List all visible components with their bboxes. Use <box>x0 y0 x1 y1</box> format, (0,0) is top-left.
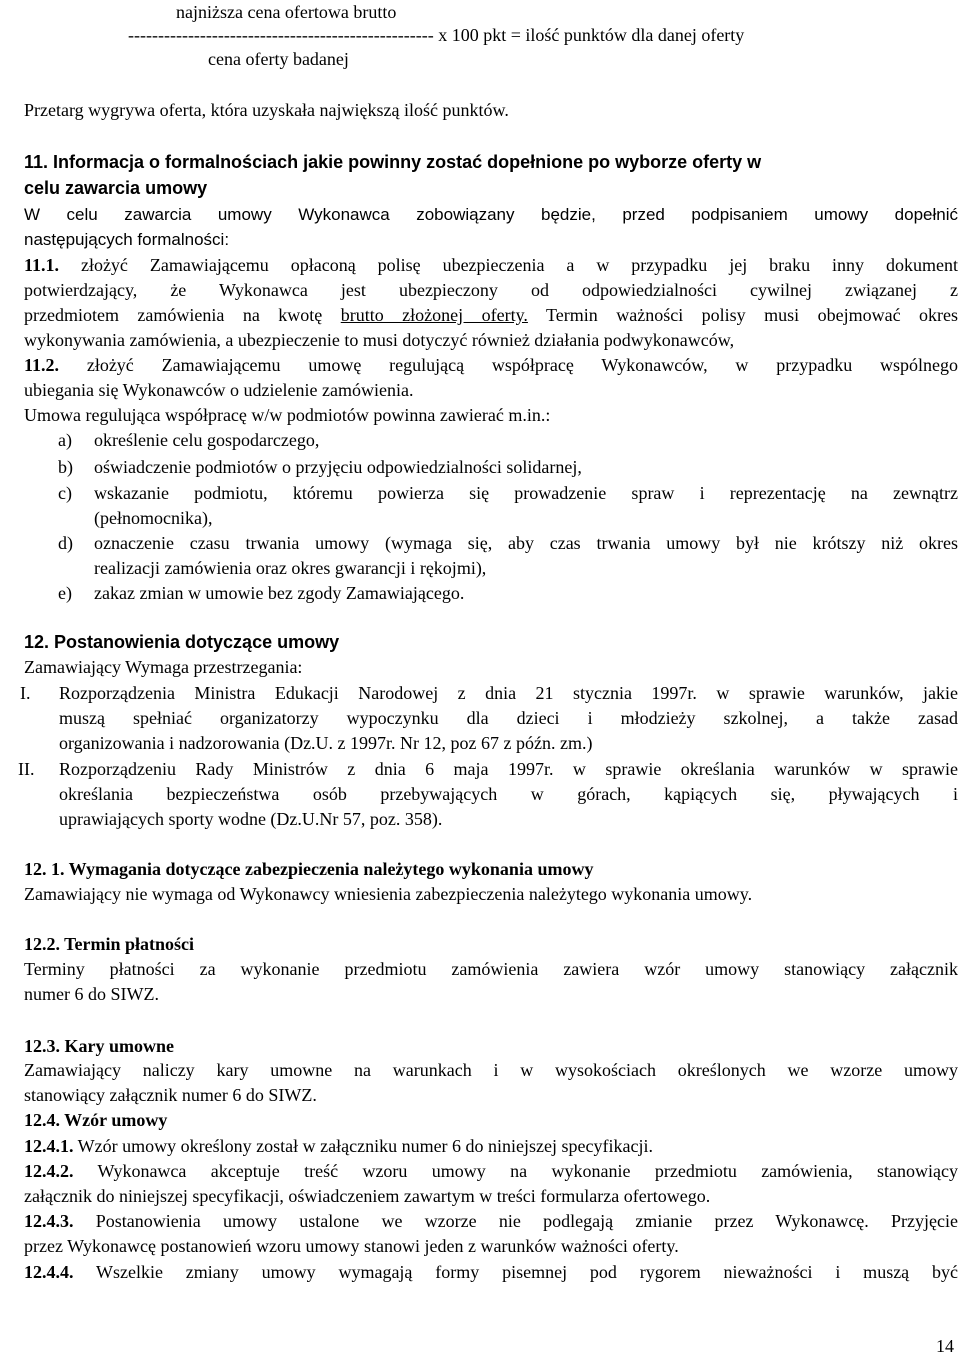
list-item: zakaz zmian w umowie bez zgody Zamawiającego. <box>94 583 465 603</box>
section-12-3-text-cont: stanowiący załącznik numer 6 do SIWZ. <box>24 1085 317 1105</box>
paragraph-12-4-1-number: 12.4.1. <box>24 1136 74 1156</box>
list-item-cont: (pełnomocnika), <box>94 508 213 528</box>
paragraph-12-4-3-text: Postanowienia umowy ustalone we wzorze nie podlegają zmianie przez Wykonawcę. Przyjęcie <box>73 1211 958 1231</box>
paragraph-11-1-line4: wykonywania zamówienia, a ubezpieczenie to musi dotyczyć również działania podwykonawców, <box>24 330 735 350</box>
paragraph-11-1-line3a: przedmiotem zamówienia na kwotę <box>24 305 341 325</box>
formula-numerator: najniższa cena ofertowa brutto <box>176 2 397 22</box>
section-12-2-heading: 12.2. Termin płatności <box>24 934 195 954</box>
regulation-2-line2: określania bezpieczeństwa osób przebywających w górach, kąpiących się, pływających i <box>59 784 958 804</box>
regulation-1: Rozporządzenia Ministra Edukacji Narodowej z dnia 21 stycznia 1997r. w sprawie warunków, jakie <box>59 683 958 703</box>
section-12-heading: 12. Postanowienia dotyczące umowy <box>24 632 340 652</box>
section-12-2-text-cont: numer 6 do SIWZ. <box>24 984 159 1004</box>
paragraph-12-4-2 <box>24 1159 958 1183</box>
paragraph-11-1-number: 11.1. <box>24 255 60 275</box>
list-item-cont: realizacji zamówienia oraz okres gwarancji i rękojmi), <box>94 558 487 578</box>
list-item: oznaczenie czasu trwania umowy (wymaga się, aby czas trwania umowy był nie krótszy niż okres <box>94 533 958 553</box>
paragraph-12-4-2-cont: załącznik do niniejszej specyfikacji, oświadczeniem zawartym w treści formularza ofertowego. <box>24 1186 711 1206</box>
paragraph-12-4-4-text: Wszelkie zmiany umowy wymagają formy pisemnej pod rygorem nieważności i muszą być <box>73 1262 958 1282</box>
list-item: oświadczenie podmiotów o przyjęciu odpowiedzialności solidarnej, <box>94 457 582 477</box>
section-11-heading: 11. Informacja o formalnościach jakie powinny zostać dopełnione po wyborze oferty w <box>24 152 762 172</box>
paragraph-11-1-line3b: Termin ważności polisy musi obejmować okres <box>527 305 958 325</box>
section-12-3-heading: 12.3. Kary umowne <box>24 1036 174 1056</box>
list-item-label: b) <box>58 457 73 477</box>
paragraph-11-1 <box>24 253 958 277</box>
list-item-label: e) <box>58 583 72 603</box>
regulation-1-line2: muszą spełniać organizatorzy wypoczynku dla dzieci i młodzieży szkolnej, a także zasad <box>59 708 958 728</box>
section-11-intro-cont: następujących formalności: <box>24 230 230 249</box>
paragraph-12-4-1 <box>24 1134 653 1158</box>
paragraph-12-4-2-text: Wykonawca akceptuje treść wzoru umowy na wykonanie przedmiotu zamówienia, stanowiący <box>73 1161 958 1181</box>
paragraph-11-2-line3: Umowa regulująca współpracę w/w podmiotów powinna zawierać m.in.: <box>24 405 551 425</box>
formula-denominator: cena oferty badanej <box>208 49 349 69</box>
list-item-label: c) <box>58 483 72 503</box>
paragraph-12-4-4 <box>24 1260 958 1284</box>
paragraph-12-4-1-text: Wzór umowy określony został w załączniku numer 6 do niniejszej specyfikacji. <box>73 1136 653 1156</box>
list-item-label: a) <box>58 430 72 450</box>
paragraph-11-1-line2: potwierdzający, że Wykonawca jest ubezpieczony od odpowiedzialności cywilnej związanej z <box>24 280 958 300</box>
paragraph-11-2-number: 11.2. <box>24 355 60 375</box>
paragraph-11-1-line3 <box>24 303 958 327</box>
regulation-2-line3: uprawiających sporty wodne (Dz.U.Nr 57, poz. 358). <box>59 809 443 829</box>
page-number: 14 <box>936 1336 954 1356</box>
paragraph-12-4-3-number: 12.4.3. <box>24 1211 74 1231</box>
section-12-3-text: Zamawiający naliczy kary umowne na warunkach i w wysokościach określonych we wzorze umowy <box>24 1060 958 1080</box>
section-11-intro: W celu zawarcia umowy Wykonawca zobowiązany będzie, przed podpisaniem umowy dopełnić <box>24 205 958 224</box>
regulation-1-line3: organizowania i nadzorowania (Dz.U. z 1997r. Nr 12, poz 67 z późn. zm.) <box>59 733 593 753</box>
paragraph-11-2-line2: ubiegania się Wykonawców o udzielenie zamówienia. <box>24 380 414 400</box>
formula-dashes: --------------------------------------------------- <box>128 25 434 45</box>
paragraph-11-2 <box>24 353 958 377</box>
list-item: wskazanie podmiotu, któremu powierza się prowadzenie spraw i reprezentację na zewnątrz <box>94 483 958 503</box>
paragraph-11-1-underlined: brutto złożonej oferty. <box>340 305 528 325</box>
formula-line <box>128 23 744 47</box>
section-11-heading-cont: celu zawarcia umowy <box>24 178 208 198</box>
paragraph-12-4-3 <box>24 1209 958 1233</box>
section-12-sub: Zamawiający Wymaga przestrzegania: <box>24 657 303 677</box>
section-12-1-heading: 12. 1. Wymagania dotyczące zabezpieczenia należytego wykonania umowy <box>24 859 594 879</box>
paragraph-12-4-3-cont: przez Wykonawcę postanowień wzoru umowy stanowi jeden z warunków ważności oferty. <box>24 1236 679 1256</box>
paragraph-11-1-text: złożyć Zamawiającemu opłaconą polisę ubezpieczenia a w przypadku jej braku inny dokument <box>59 255 958 275</box>
list-item-label: d) <box>58 533 73 553</box>
regulation-label: II. <box>18 759 35 779</box>
winner-text: Przetarg wygrywa oferta, która uzyskała największą ilość punktów. <box>24 100 509 120</box>
list-item: określenie celu gospodarczego, <box>94 430 320 450</box>
regulation-2: Rozporządzeniu Rady Ministrów z dnia 6 maja 1997r. w sprawie określania warunków w sprawie <box>59 759 958 779</box>
section-12-4-heading: 12.4. Wzór umowy <box>24 1110 168 1130</box>
paragraph-12-4-4-number: 12.4.4. <box>24 1262 74 1282</box>
section-12-2-text: Terminy płatności za wykonanie przedmiotu zamówienia zawiera wzór umowy stanowiący załącznik <box>24 959 958 979</box>
regulation-label: I. <box>20 683 31 703</box>
section-12-1-text: Zamawiający nie wymaga od Wykonawcy wniesienia zabezpieczenia należytego wykonania umowy. <box>24 884 753 904</box>
formula-result: x 100 pkt = ilość punktów dla danej oferty <box>433 25 745 45</box>
paragraph-11-2-text: złożyć Zamawiającemu umowę regulującą współpracę Wykonawców, w przypadku wspólnego <box>59 355 958 375</box>
paragraph-12-4-2-number: 12.4.2. <box>24 1161 74 1181</box>
